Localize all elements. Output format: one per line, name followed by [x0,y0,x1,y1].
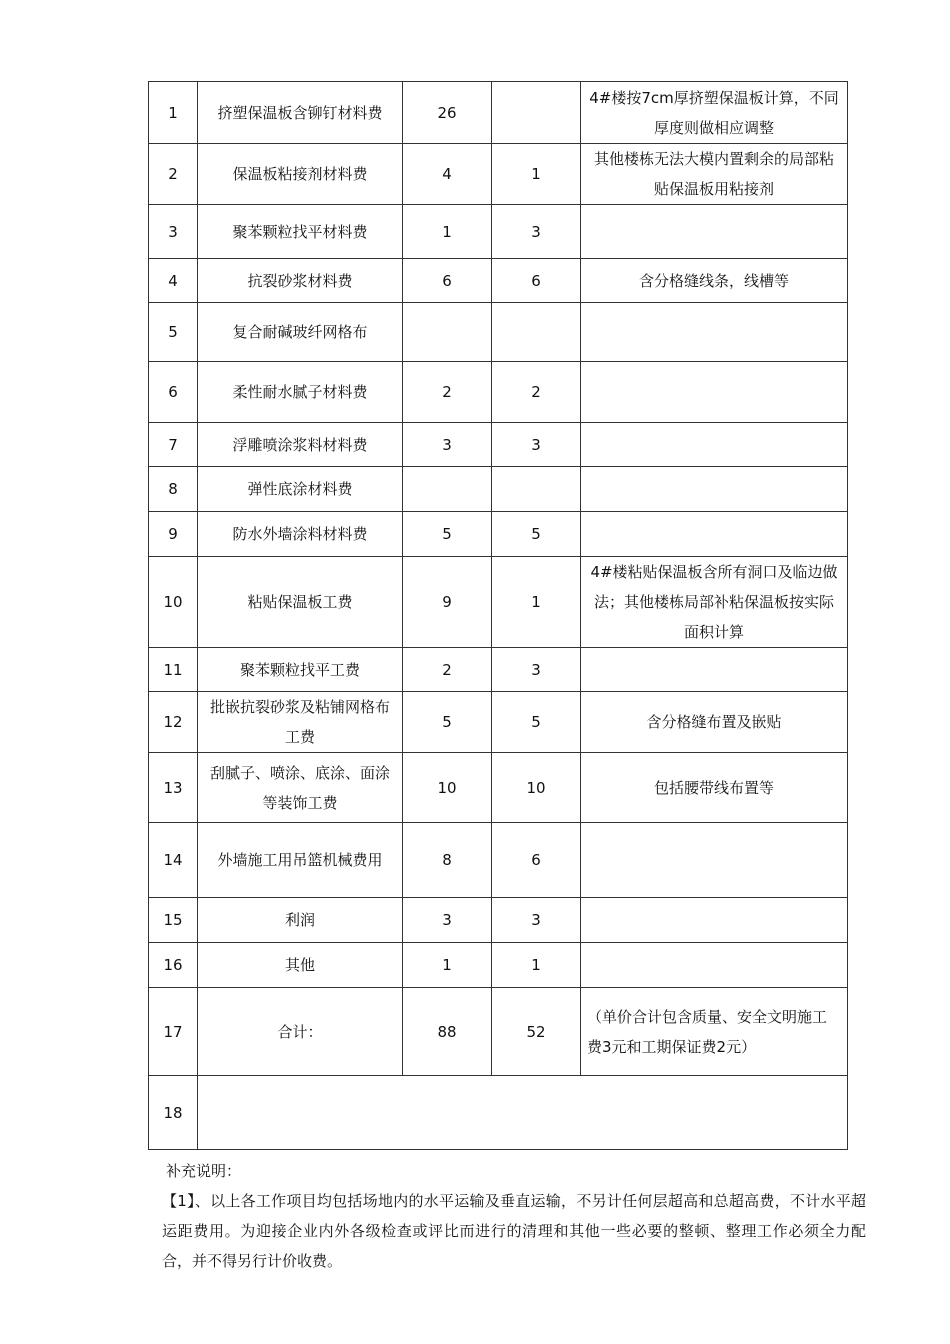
value-a [403,467,492,512]
item-name: 柔性耐水腻子材料费 [198,362,403,423]
item-name: 利润 [198,898,403,943]
row-number: 6 [149,362,198,423]
remark [581,823,848,898]
row-number: 3 [149,205,198,259]
item-name: 其他 [198,943,403,988]
remark: 4#楼粘贴保温板含所有洞口及临边做法；其他楼栋局部补粘保温板按实际面积计算 [581,557,848,648]
value-b: 5 [492,692,581,753]
value-b: 1 [492,144,581,205]
item-name: 弹性底涂材料费 [198,467,403,512]
row-number: 14 [149,823,198,898]
table-row [149,988,848,1076]
cost-table [148,81,848,1150]
row-number: 5 [149,303,198,362]
item-name: 刮腻子、喷涂、底涂、面涂等装饰工费 [198,753,403,823]
table-row [149,823,848,898]
value-b [492,467,581,512]
remark [581,423,848,467]
row-number: 2 [149,144,198,205]
item-name: 批嵌抗裂砂浆及粘铺网格布工费 [198,692,403,753]
remark [581,205,848,259]
table-row [149,259,848,303]
value-a: 2 [403,648,492,692]
row-number: 11 [149,648,198,692]
value-b [492,303,581,362]
remark [581,467,848,512]
value-a: 3 [403,423,492,467]
value-b: 52 [492,988,581,1076]
remark [581,303,848,362]
notes-body: 【1】、以上各工作项目均包括场地内的水平运输及垂直运输，不另计任何层超高和总超高费，不计水平超运距费用。为迎接企业内外各级检查或评比而进行的清理和其他一些必要的整顿、整理工作必须全力配合，并不得另行计价收费。 [162,1192,866,1270]
remark: 含分格缝布置及嵌贴 [581,692,848,753]
value-a: 10 [403,753,492,823]
item-name: 浮雕喷涂浆料材料费 [198,423,403,467]
value-a: 9 [403,557,492,648]
row-number: 17 [149,988,198,1076]
row-number: 1 [149,82,198,144]
item-name: 复合耐碱玻纤网格布 [198,303,403,362]
row-number: 9 [149,512,198,557]
value-b: 10 [492,753,581,823]
row-number: 13 [149,753,198,823]
value-a [403,303,492,362]
table-row [149,753,848,823]
item-name: 粘贴保温板工费 [198,557,403,648]
table-row [149,144,848,205]
remark: （单价合计包含质量、安全文明施工费3元和工期保证费2元） [581,988,848,1076]
remark: 其他楼栋无法大模内置剩余的局部粘贴保温板用粘接剂 [581,144,848,205]
value-a: 8 [403,823,492,898]
item-name: 聚苯颗粒找平材料费 [198,205,403,259]
item-name: 防水外墙涂料材料费 [198,512,403,557]
value-a: 3 [403,898,492,943]
value-a: 6 [403,259,492,303]
remark: 包括腰带线布置等 [581,753,848,823]
table-row [149,557,848,648]
notes-heading: 补充说明： [166,1162,242,1180]
value-a: 5 [403,692,492,753]
value-b [492,82,581,144]
remark [581,648,848,692]
item-name: 聚苯颗粒找平工费 [198,648,403,692]
table-row [149,943,848,988]
table-row [149,303,848,362]
value-a: 1 [403,943,492,988]
table-row [149,512,848,557]
table-row [149,423,848,467]
row-number: 18 [149,1076,198,1150]
value-a: 2 [403,362,492,423]
value-b: 6 [492,259,581,303]
row-number: 7 [149,423,198,467]
supplementary-notes [162,1156,866,1276]
remark [581,943,848,988]
table-row [149,362,848,423]
row-number: 8 [149,467,198,512]
table-row [149,692,848,753]
value-a: 5 [403,512,492,557]
value-b: 1 [492,557,581,648]
table-row [149,467,848,512]
item-name: 挤塑保温板含铆钉材料费 [198,82,403,144]
row-number: 10 [149,557,198,648]
table-row [149,1076,848,1150]
item-name: 外墙施工用吊篮机械费用 [198,823,403,898]
row-number: 12 [149,692,198,753]
value-b: 6 [492,823,581,898]
value-a: 26 [403,82,492,144]
remark: 含分格缝线条，线槽等 [581,259,848,303]
remark: 4#楼按7cm厚挤塑保温板计算，不同厚度则做相应调整 [581,82,848,144]
table-row [149,898,848,943]
table-row [149,205,848,259]
item-name: 合计： [198,988,403,1076]
table-row [149,82,848,144]
value-b: 2 [492,362,581,423]
blank-cell [198,1076,848,1150]
value-a: 1 [403,205,492,259]
value-b: 5 [492,512,581,557]
row-number: 15 [149,898,198,943]
table-row [149,648,848,692]
remark [581,362,848,423]
value-b: 3 [492,205,581,259]
value-a: 4 [403,144,492,205]
value-b: 3 [492,648,581,692]
value-b: 3 [492,898,581,943]
value-a: 88 [403,988,492,1076]
value-b: 1 [492,943,581,988]
value-b: 3 [492,423,581,467]
row-number: 16 [149,943,198,988]
item-name: 抗裂砂浆材料费 [198,259,403,303]
remark [581,512,848,557]
item-name: 保温板粘接剂材料费 [198,144,403,205]
remark [581,898,848,943]
row-number: 4 [149,259,198,303]
